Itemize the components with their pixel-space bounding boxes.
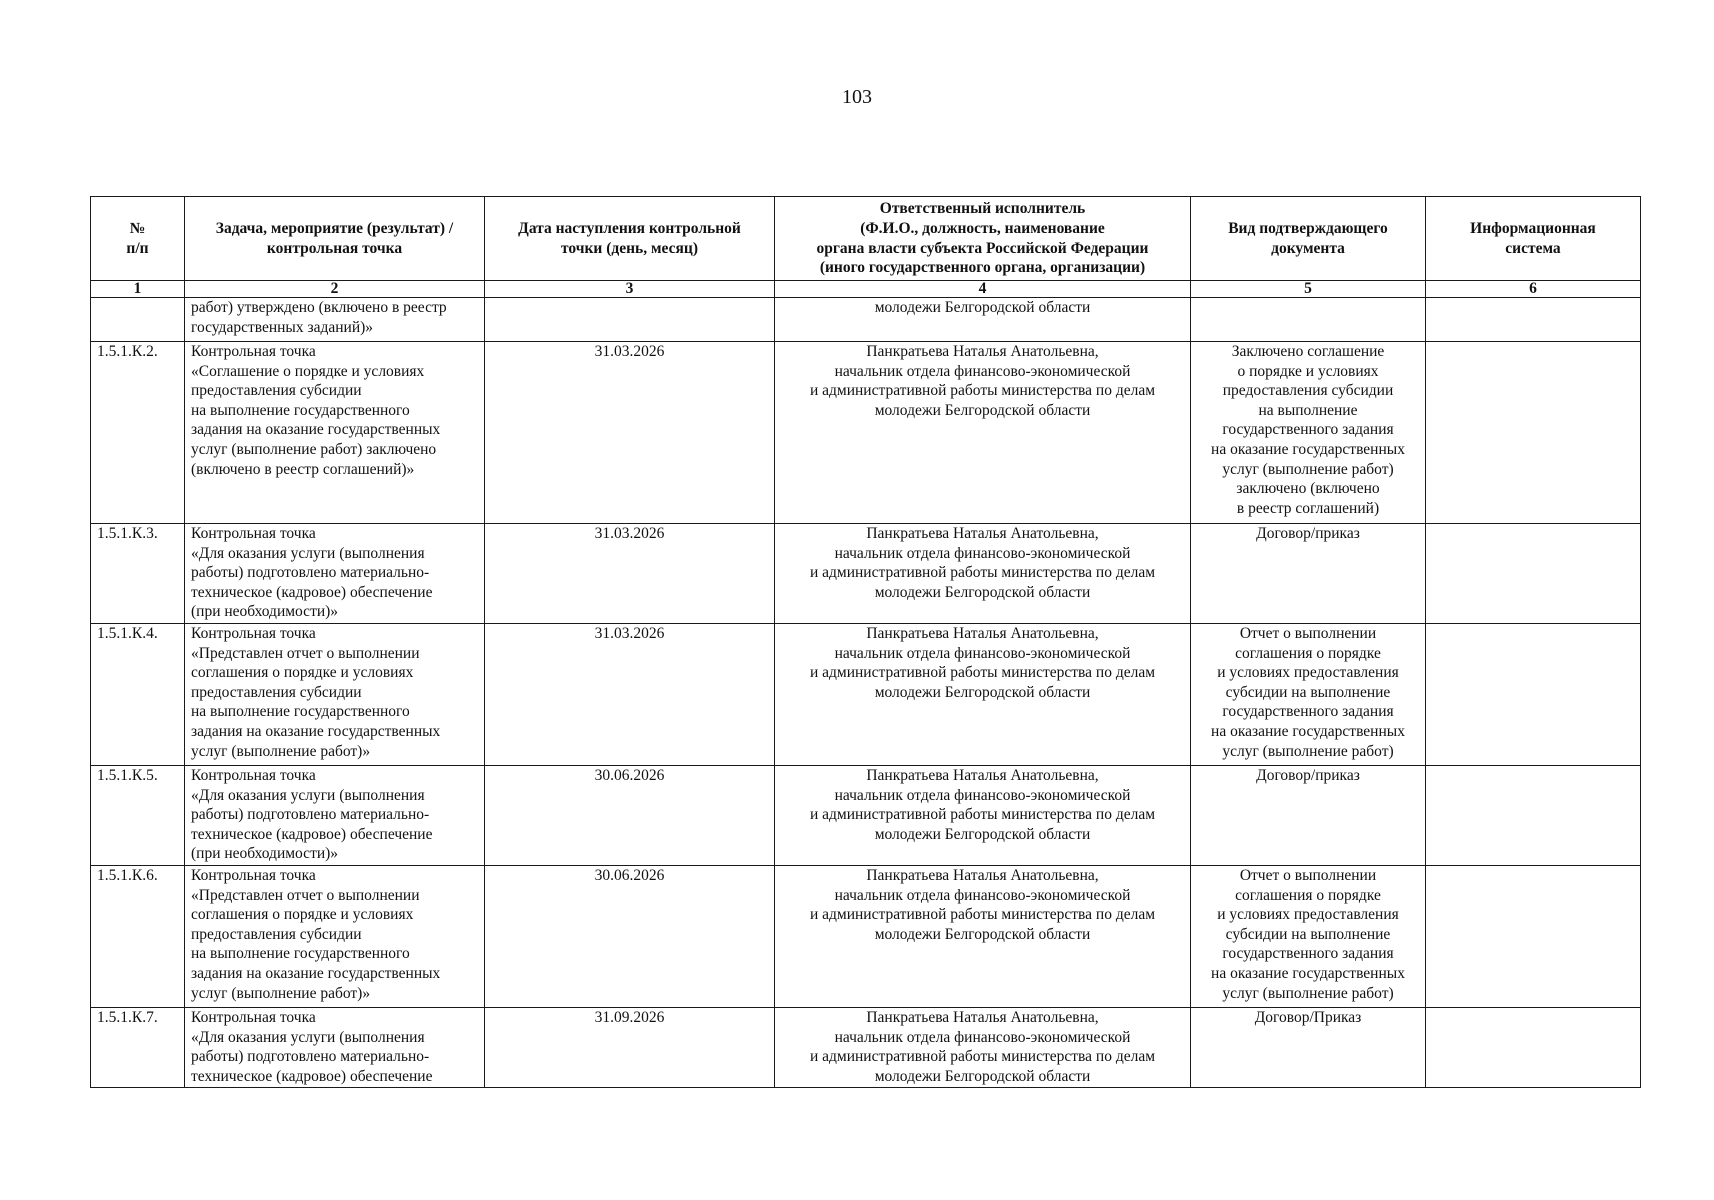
cell-line: субсидии на выполнение (1225, 683, 1391, 701)
cell-line: Контрольная точка (191, 767, 316, 784)
cell-line: задания на оказание государственных (191, 722, 441, 740)
cell-num: 1.5.1.К.4. (91, 624, 185, 766)
cell-line: работы) подготовлено материально- (191, 1048, 430, 1066)
cell-executor (775, 524, 1191, 624)
cell-line: начальник отдела финансово-экономической (834, 362, 1131, 380)
table-body (91, 298, 1641, 1088)
cell-date: 31.03.2026 (485, 624, 775, 766)
cell-line: на выполнение (1258, 401, 1358, 419)
cell-line: «Представлен отчет о выполнении (191, 886, 420, 904)
table-row (91, 342, 1641, 524)
cell-system (1426, 1008, 1641, 1088)
cell-system (1426, 524, 1641, 624)
cell-document (1191, 524, 1426, 624)
column-number: 6 (1426, 281, 1641, 298)
cell-date (485, 298, 775, 342)
cell-line: «Для оказания услуги (выполнения (191, 544, 425, 562)
header-num: № п/п (91, 197, 185, 281)
cell-system (1426, 624, 1641, 766)
cell-executor (775, 766, 1191, 866)
cell-line: Панкратьева Наталья Анатольевна, (866, 625, 1099, 642)
header-executor: Ответственный исполнитель (Ф.И.О., должность, наименование органа власти субъекта Российской Федерации (иного государственного органа, организации) (775, 197, 1191, 281)
cell-line: государственного задания (1222, 703, 1394, 721)
column-number-row (91, 281, 1641, 298)
cell-task (185, 524, 485, 624)
cell-line: задания на оказание государственных (191, 421, 441, 439)
cell-line: Договор/приказ (1256, 525, 1360, 542)
cell-task (185, 342, 485, 524)
cell-line: государственного задания (1222, 945, 1394, 963)
cell-line: техническое (кадровое) обеспечение (191, 825, 433, 843)
cell-num: 1.5.1.К.5. (91, 766, 185, 866)
cell-line: Панкратьева Наталья Анатольевна, (866, 343, 1099, 360)
cell-task (185, 298, 485, 342)
cell-task (185, 624, 485, 766)
cell-line: Панкратьева Наталья Анатольевна, (866, 525, 1099, 542)
cell-line: техническое (кадровое) обеспечение (191, 583, 433, 601)
cell-num: 1.5.1.К.7. (91, 1008, 185, 1088)
cell-line: и административной работы министерства по делам (809, 664, 1156, 682)
cell-line: соглашения о порядке (1235, 644, 1381, 662)
cell-executor (775, 866, 1191, 1008)
cell-line: «Для оказания услуги (выполнения (191, 1028, 425, 1046)
cell-line: молодежи Белгородской области (874, 925, 1091, 943)
cell-line: Панкратьева Наталья Анатольевна, (866, 767, 1099, 784)
cell-line: Заключено соглашение (1231, 343, 1385, 360)
cell-task (185, 766, 485, 866)
cell-line: на выполнение государственного (191, 703, 410, 721)
cell-line: Панкратьева Наталья Анатольевна, (866, 867, 1099, 884)
cell-line: и административной работы министерства по делам (809, 382, 1156, 400)
cell-line: «Для оказания услуги (выполнения (191, 786, 425, 804)
cell-line: «Представлен отчет о выполнении (191, 644, 420, 662)
cell-line: на выполнение государственного (191, 945, 410, 963)
cell-line: начальник отдела финансово-экономической (834, 644, 1131, 662)
table-row (91, 766, 1641, 866)
cell-date: 31.09.2026 (485, 1008, 775, 1088)
cell-task (185, 866, 485, 1008)
cell-line: услуг (выполнение работ) заключено (191, 440, 437, 458)
cell-line: молодежи Белгородской области (874, 825, 1091, 843)
cell-task (185, 1008, 485, 1088)
cell-num (91, 298, 185, 342)
cell-line: услуг (выполнение работ) (1222, 984, 1394, 1002)
cell-line: молодежи Белгородской области (874, 1067, 1091, 1085)
cell-line: государственного задания (1222, 421, 1394, 439)
header-task: Задача, мероприятие (результат) / контрольная точка (185, 197, 485, 281)
cell-system (1426, 866, 1641, 1008)
table-row (91, 624, 1641, 766)
cell-line: начальник отдела финансово-экономической (834, 544, 1131, 562)
cell-line: на выполнение государственного (191, 401, 410, 419)
cell-line: молодежи Белгородской области (874, 583, 1091, 601)
cell-line: (при необходимости)» (191, 603, 339, 621)
cell-line: «Соглашение о порядке и условиях (191, 362, 425, 380)
cell-document (1191, 1008, 1426, 1088)
cell-num: 1.5.1.К.6. (91, 866, 185, 1008)
cell-line: и административной работы министерства по делам (809, 906, 1156, 924)
cell-line: услуг (выполнение работ) (1222, 460, 1394, 478)
cell-line: начальник отдела финансово-экономической (834, 786, 1131, 804)
cell-line: предоставления субсидии (1222, 382, 1394, 400)
cell-line: Панкратьева Наталья Анатольевна, (866, 1009, 1099, 1026)
cell-line: услуг (выполнение работ) (1222, 742, 1394, 760)
page-number: 103 (842, 86, 872, 108)
cell-line: работ) утверждено (включено в реестр (191, 299, 447, 316)
cell-line: (включено в реестр соглашений)» (191, 460, 415, 478)
cell-line: предоставления субсидии (191, 382, 362, 400)
cell-line: Контрольная точка (191, 525, 316, 542)
cell-line: молодежи Белгородской области (874, 401, 1091, 419)
cell-line: в реестр соглашений) (1236, 499, 1380, 517)
cell-line: предоставления субсидии (191, 683, 362, 701)
cell-document (1191, 342, 1426, 524)
control-points-table (90, 196, 1641, 1088)
cell-line: (при необходимости)» (191, 845, 339, 863)
cell-line: Договор/приказ (1256, 767, 1360, 784)
cell-document (1191, 766, 1426, 866)
cell-line: Контрольная точка (191, 1009, 316, 1026)
cell-line: Отчет о выполнении (1239, 625, 1377, 642)
cell-line: на оказание государственных (1211, 440, 1405, 458)
table-row (91, 524, 1641, 624)
table-row (91, 298, 1641, 342)
cell-line: начальник отдела финансово-экономической (834, 1028, 1131, 1046)
table-row (91, 866, 1641, 1008)
cell-document (1191, 624, 1426, 766)
cell-line: работы) подготовлено материально- (191, 564, 430, 582)
cell-line: молодежи Белгородской области (874, 683, 1091, 701)
cell-line: и административной работы министерства по делам (809, 1048, 1156, 1066)
cell-line: Отчет о выполнении (1239, 867, 1377, 884)
cell-line: и условиях предоставления (1217, 906, 1399, 924)
cell-date: 30.06.2026 (485, 766, 775, 866)
cell-num: 1.5.1.К.3. (91, 524, 185, 624)
column-number: 5 (1191, 281, 1426, 298)
cell-date: 31.03.2026 (485, 342, 775, 524)
cell-line: услуг (выполнение работ)» (191, 984, 371, 1002)
cell-executor (775, 298, 1191, 342)
cell-date: 31.03.2026 (485, 524, 775, 624)
cell-line: техническое (кадровое) обеспечение (191, 1067, 433, 1085)
cell-line: Контрольная точка (191, 867, 316, 884)
cell-document (1191, 298, 1426, 342)
cell-line: начальник отдела финансово-экономической (834, 886, 1131, 904)
cell-line: о порядке и условиях (1237, 362, 1379, 380)
table-header-row (91, 197, 1641, 281)
cell-line: Договор/Приказ (1254, 1009, 1362, 1026)
cell-line: на оказание государственных (1211, 964, 1405, 982)
cell-line: и административной работы министерства по делам (809, 564, 1156, 582)
column-number: 3 (485, 281, 775, 298)
cell-line: молодежи Белгородской области (874, 299, 1091, 316)
cell-executor (775, 1008, 1191, 1088)
cell-line: соглашения о порядке (1235, 886, 1381, 904)
cell-line: Контрольная точка (191, 343, 316, 360)
cell-line: соглашения о порядке и условиях (191, 906, 414, 924)
column-number: 4 (775, 281, 1191, 298)
cell-line: соглашения о порядке и условиях (191, 664, 414, 682)
cell-line: субсидии на выполнение (1225, 925, 1391, 943)
cell-line: задания на оказание государственных (191, 964, 441, 982)
cell-date: 30.06.2026 (485, 866, 775, 1008)
cell-line: Контрольная точка (191, 625, 316, 642)
cell-line: заключено (включено (1236, 480, 1380, 498)
cell-line: работы) подготовлено материально- (191, 806, 430, 824)
cell-line: и условиях предоставления (1217, 664, 1399, 682)
cell-executor (775, 624, 1191, 766)
cell-document (1191, 866, 1426, 1008)
header-date: Дата наступления контрольной точки (день, месяц) (485, 197, 775, 281)
cell-line: услуг (выполнение работ)» (191, 742, 371, 760)
cell-line: и административной работы министерства по делам (809, 806, 1156, 824)
cell-system (1426, 342, 1641, 524)
cell-line: государственных заданий)» (191, 318, 374, 336)
cell-line: на оказание государственных (1211, 722, 1405, 740)
header-system: Информационная система (1426, 197, 1641, 281)
column-number: 2 (185, 281, 485, 298)
cell-executor (775, 342, 1191, 524)
cell-line: предоставления субсидии (191, 925, 362, 943)
cell-system (1426, 766, 1641, 866)
cell-system (1426, 298, 1641, 342)
cell-num: 1.5.1.К.2. (91, 342, 185, 524)
column-number: 1 (91, 281, 185, 298)
table-row (91, 1008, 1641, 1088)
header-document: Вид подтверждающего документа (1191, 197, 1426, 281)
